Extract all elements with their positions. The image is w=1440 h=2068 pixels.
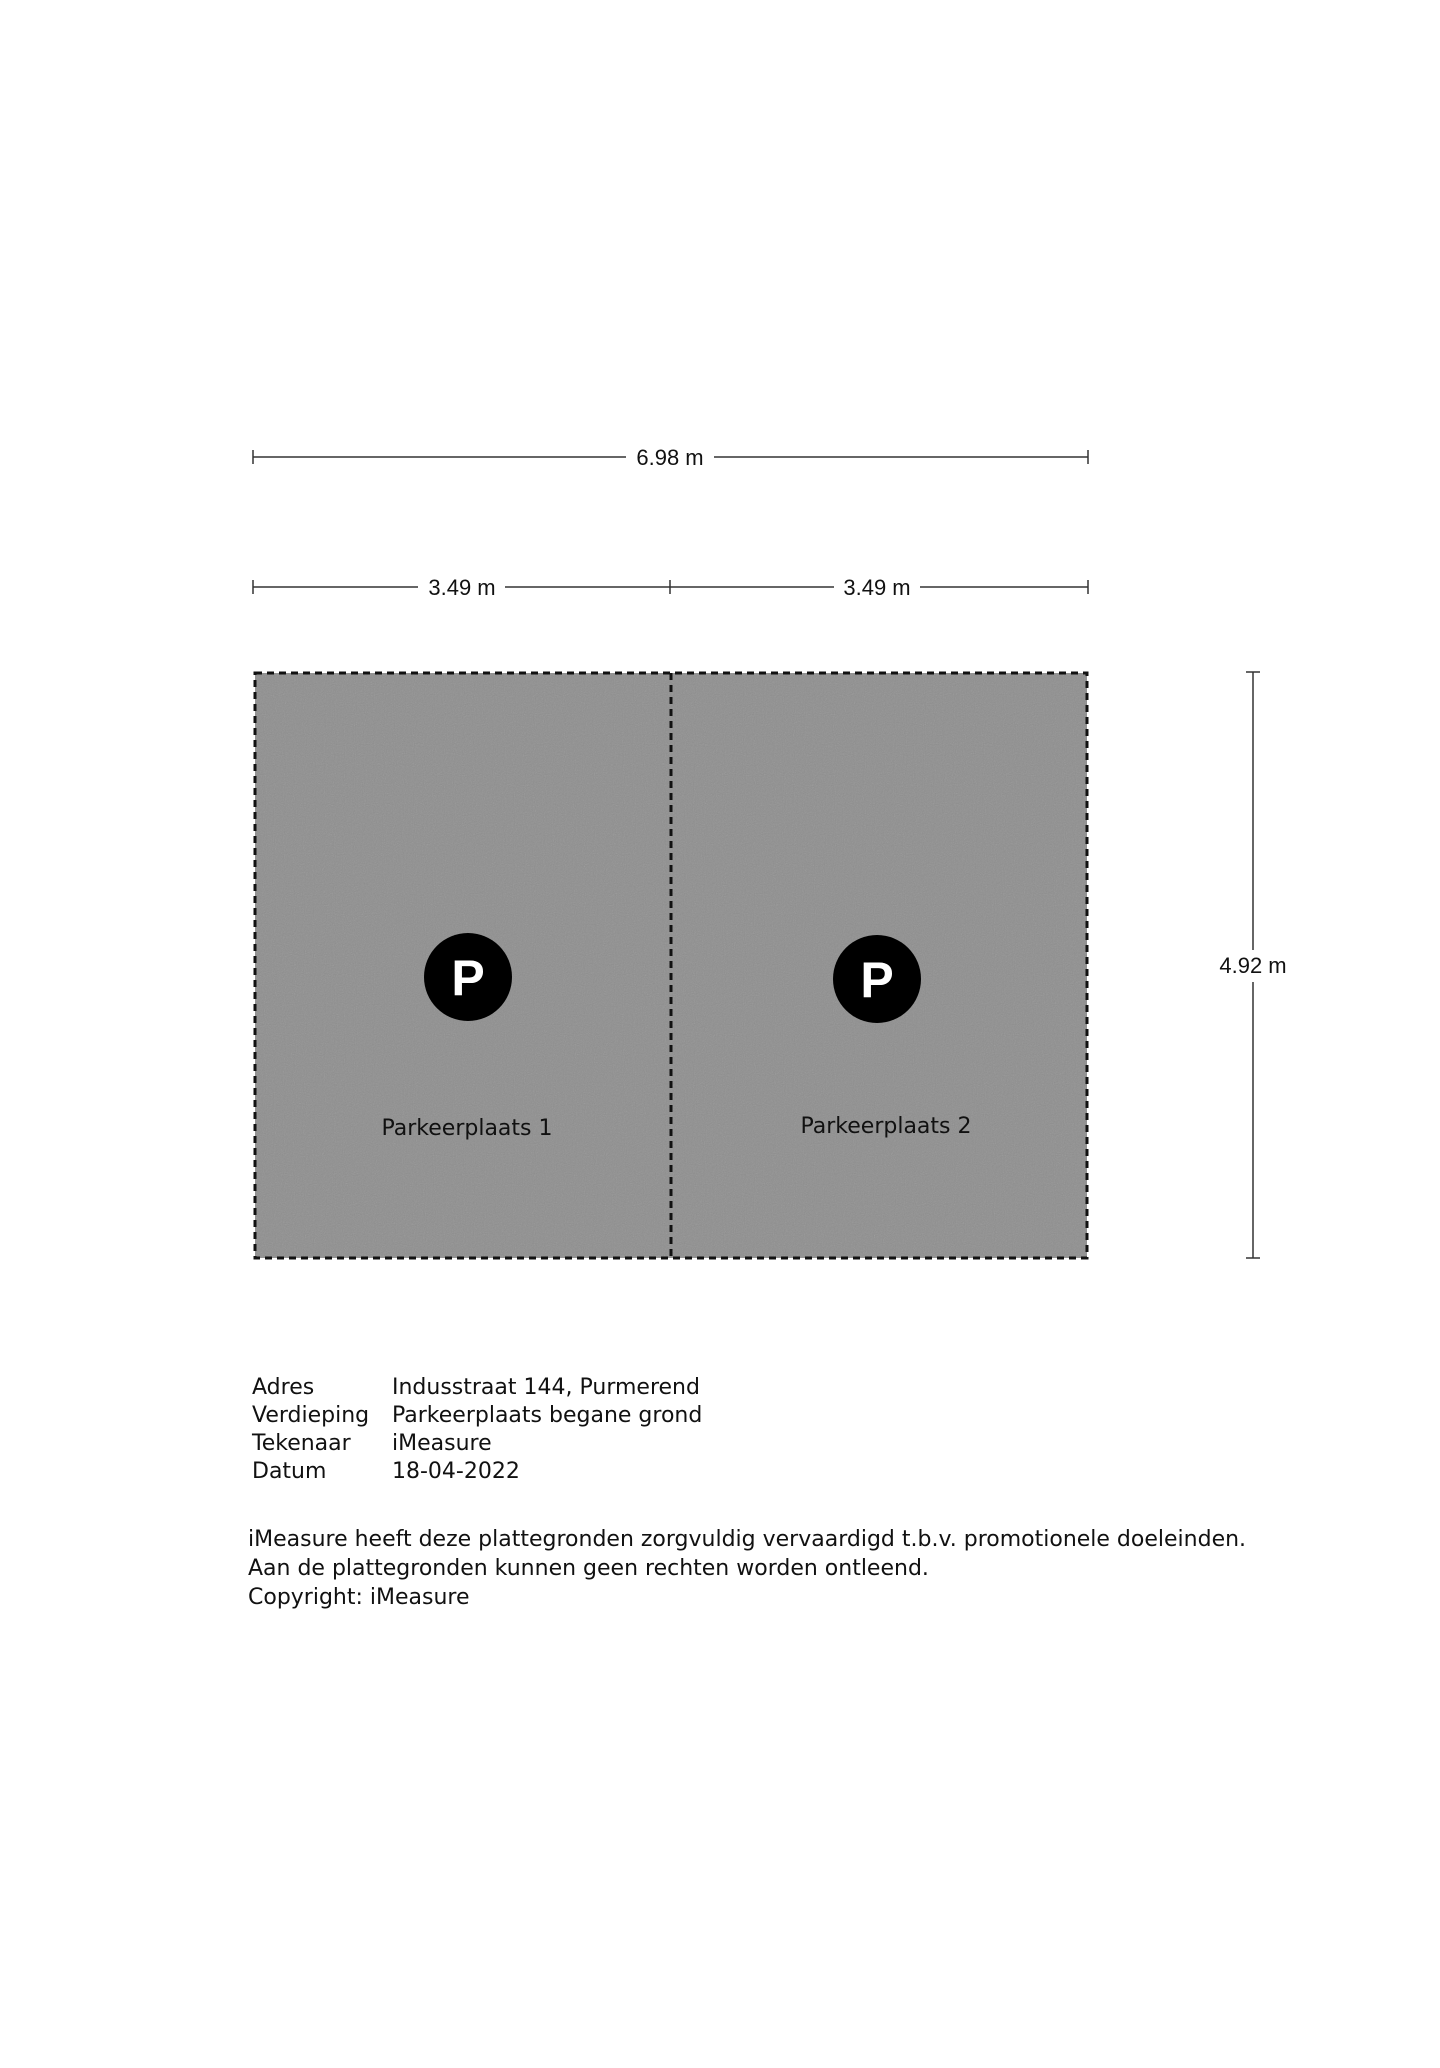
disclaimer-line: Aan de plattegronden kunnen geen rechten worden ontleend. bbox=[248, 1556, 929, 1581]
svg-text:P: P bbox=[860, 952, 894, 1008]
info-row-floor bbox=[252, 1401, 1052, 1429]
disclaimer-line: Copyright: iMeasure bbox=[248, 1585, 470, 1610]
parking-icon bbox=[833, 935, 921, 1023]
info-label: Verdieping bbox=[252, 1402, 370, 1428]
svg-text:P: P bbox=[451, 950, 485, 1006]
info-label: Datum bbox=[252, 1458, 327, 1484]
info-row-drafter bbox=[252, 1429, 1052, 1457]
info-value: Parkeerplaats begane grond bbox=[392, 1402, 703, 1428]
info-label: Adres bbox=[252, 1374, 315, 1400]
parking-icon bbox=[424, 933, 512, 1021]
info-label: Tekenaar bbox=[252, 1430, 351, 1456]
space-label-2: Parkeerplaats 2 bbox=[800, 1114, 972, 1139]
info-value: Indusstraat 144, Purmerend bbox=[392, 1374, 700, 1400]
info-value: 18-04-2022 bbox=[392, 1458, 520, 1484]
parking-area bbox=[255, 673, 1087, 1258]
info-value: iMeasure bbox=[392, 1430, 492, 1456]
disclaimer bbox=[248, 1525, 1248, 1612]
drawing-info bbox=[252, 1373, 1052, 1485]
info-row-address bbox=[252, 1373, 1052, 1401]
info-row-date bbox=[252, 1457, 1052, 1485]
left-width-label: 3.49 m bbox=[428, 575, 496, 600]
right-width-label: 3.49 m bbox=[843, 575, 911, 600]
split-width-dimension bbox=[253, 580, 1088, 594]
height-label: 4.92 m bbox=[1219, 953, 1287, 978]
space-label-1: Parkeerplaats 1 bbox=[381, 1116, 553, 1141]
disclaimer-line: iMeasure heeft deze plattegronden zorgvuldig vervaardigd t.b.v. promotionele doeleinden. bbox=[248, 1527, 1247, 1552]
total-width-label: 6.98 m bbox=[636, 445, 704, 470]
